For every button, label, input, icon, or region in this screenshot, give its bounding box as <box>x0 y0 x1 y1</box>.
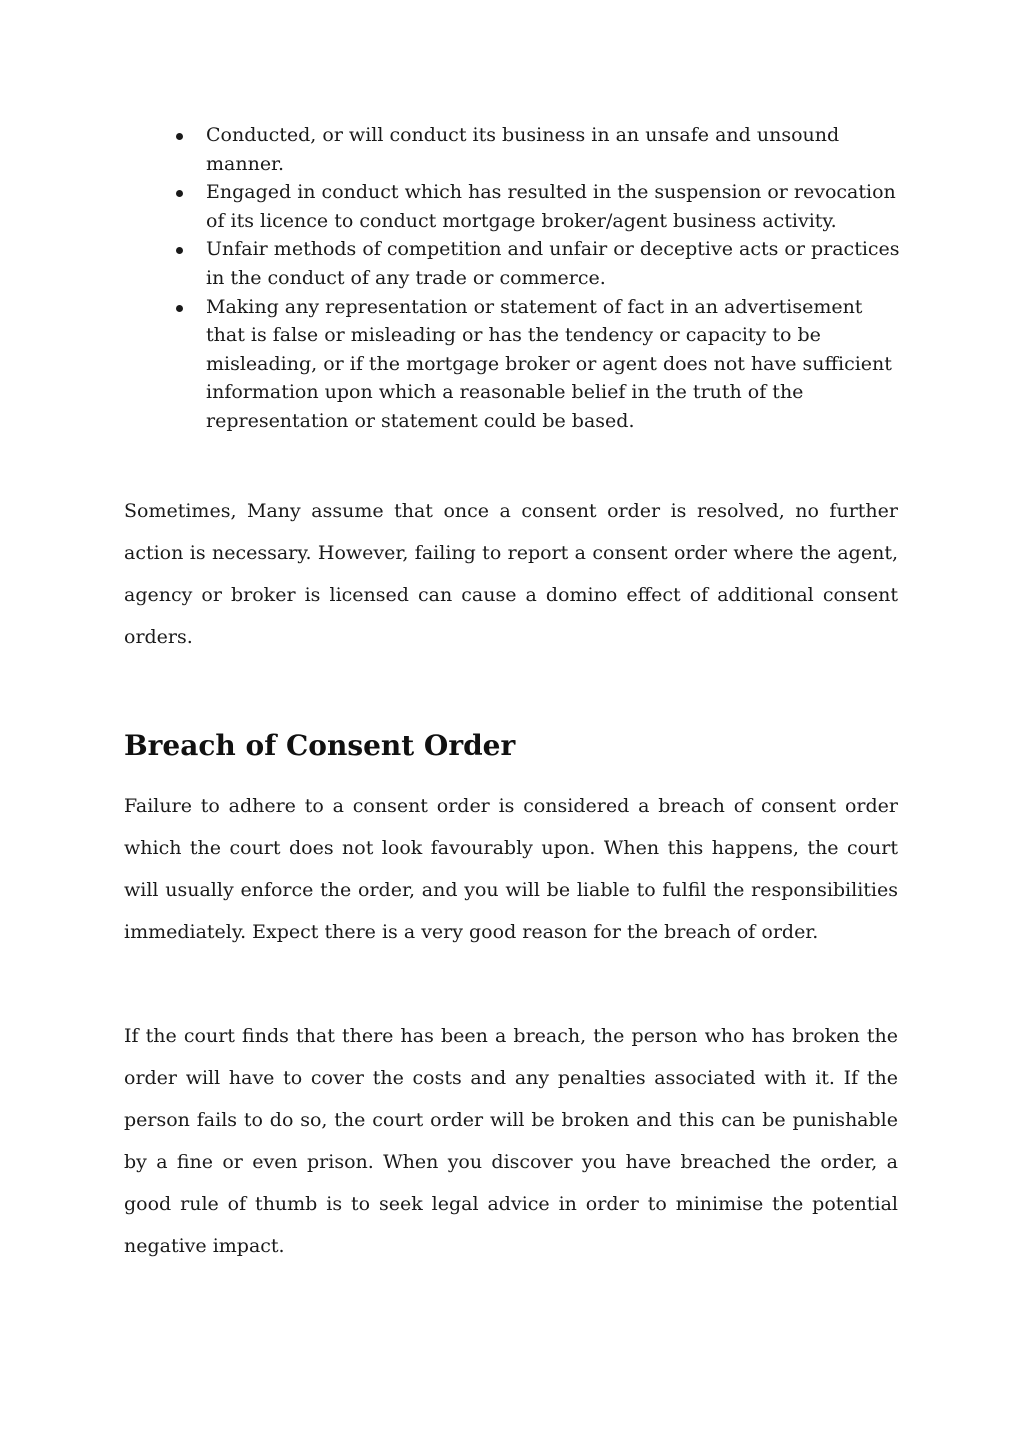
list-item <box>172 178 902 235</box>
list-item-text: Conducted, or will conduct its business in an unsafe and unsound manner. <box>206 124 840 175</box>
list-item-text: Engaged in conduct which has resulted in the suspension or revocation of its licence to conduct mortgage broker/agent business activity. <box>206 181 896 232</box>
list-item <box>172 235 902 292</box>
bullet-icon <box>176 133 183 140</box>
list-item-text: Unfair methods of competition and unfair or deceptive acts or practices in the conduct of any trade or commerce. <box>206 238 900 289</box>
list-item <box>172 121 902 178</box>
breach-paragraph: Failure to adhere to a consent order is considered a breach of consent order which the court does not look favourably upon. When this happens, the court will usually enforce the order, and you will be liable to fulfil the responsibilities immediately. Expect there is a very good reason for the breach of order. <box>124 795 898 943</box>
breach-consequences-paragraph: If the court finds that there has been a breach, the person who has broken the order will have to cover the costs and any penalties associated with it. If the person fails to do so, the court order will be broken and this can be punishable by a fine or even prison. When you discover you have breached the order, a good rule of thumb is to seek legal advice in order to minimise the potential negative impact. <box>124 1025 898 1257</box>
bullet-icon <box>176 305 183 312</box>
list-item-text: Making any representation or statement of fact in an advertisement that is false or misleading or has the tendency or capacity to be misleading, or if the mortgage broker or agent does not have sufficient information upon which a reasonable belief in the truth of the representation or statement could be based. <box>206 295 892 432</box>
bullet-icon <box>176 190 183 197</box>
consent-report-paragraph: Sometimes, Many assume that once a consent order is resolved, no further action is necessary. However, failing to report a consent order where the agent, agency or broker is licensed can cause a domino effect of additional consent orders. <box>124 500 898 648</box>
bullet-icon <box>176 247 183 254</box>
list-item <box>172 293 902 436</box>
section-heading: Breach of Consent Order <box>124 729 516 762</box>
bullet-list <box>172 121 902 436</box>
